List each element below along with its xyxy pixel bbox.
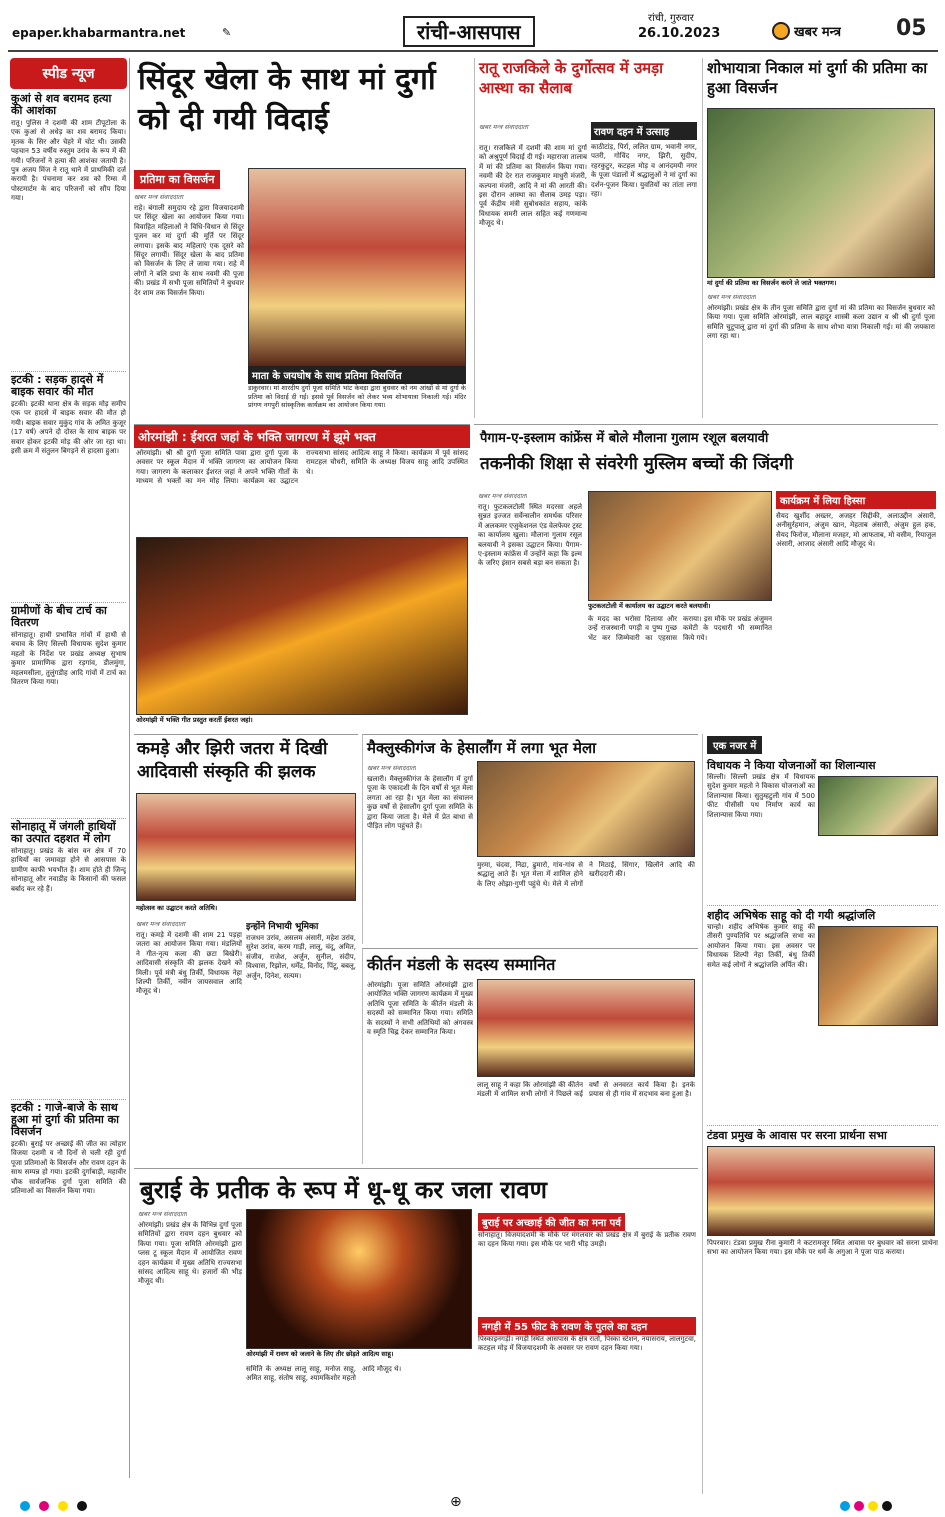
kamde-box [246, 919, 356, 1163]
ravan-byline: खबर मन्त्र संवाददाता [138, 1210, 188, 1218]
ratu-byline: खबर मन्त्र संवाददाता [479, 123, 529, 131]
ek-nazar-tag: एक नजर में [707, 736, 762, 754]
kamde-box-body: राजधन उरांव, असलम अंसारी, महेश उरांव, सुरेश उरांव, करम गाड़ी, लालू, चंदू, अमित, संजीव, राजेश, अर्जुन, सुनील, संदीप, विश्वास, रिझोल, धर्मेंद्र, विनोद, पिंटू, बबलू, अर्जुन, दिनेश, सत्यम। [246, 934, 356, 980]
site-url[interactable]: epaper.khabarmantra.net [12, 26, 186, 40]
registration-dots-right [840, 1496, 896, 1512]
header-city-day: रांची, गुरुवार [648, 13, 694, 24]
kirtan-body: ओरमांझी। पूजा समिति ओरमांझी द्वारा आयोजित भक्ति जागरण कार्यक्रम में मुख्य अतिथि पूजा समिति के कीर्तन मंडली के सदस्यों को सम्मानित किया गया। समिति के सदस्यों ने सभी अतिथियों को अंगवस्त्र व स्मृति चिह्न देकर सम्मानित किया। [367, 981, 473, 1037]
paigam-photo[interactable] [588, 491, 772, 601]
brand-name: खबर मन्त्र [794, 25, 842, 40]
kirtan-photo[interactable] [477, 979, 695, 1077]
ravan-headline: बुराई के प्रतीक के रूप में धू-धू कर जला रावण [140, 1176, 547, 1204]
registration-dot [39, 1501, 49, 1511]
kamde-photo[interactable] [136, 793, 356, 901]
speed-item-title: कुआं से शव बरामद हत्या की आशंका [11, 92, 112, 117]
cursor-icon: ✎ [222, 26, 232, 39]
ravan-sub-title: बुराई पर अच्छाई की जीत का मना पर्व [478, 1213, 625, 1231]
right-column [702, 734, 938, 1494]
shobha-headline: शोभायात्रा निकाल मां दुर्गा की प्रतिमा का हुआ विसर्जन [707, 59, 928, 97]
mela-col2: मुरमा, चंदवा, निद्रा, ढुमारो, गांव-गांव से श्रद्धालु आते हैं। भूत मेला में शामिल होने के लिए ओझा-गुणी पहुंचे थे। मेले में लोगों ने मिठाई, सिंगार, खिलौने आदि की खरीददारी की। [477, 861, 695, 888]
lead-sub-body: डाकुरवार। मां शारदीय दुर्गा पूजा समिति भांट केवड़ा द्वारा बुधवार को नम आंखों से मां दुर्गा के प्रतिमा को विदाई दी गई। इससे पूर्व विसर्जन को लेकर भव्य शोभायात्रा निकाली गई। मंदिर प्रांगण नगपुरी सांस्कृतिक कार्यक्रम का आयोजन किया गया। [248, 384, 466, 409]
speed-item-body: इटकी। इटकी थाना क्षेत्र के सड़क मोड़ समीप एक पर हादसे में बाइक सवार की मौत हो गयी। बाइक सवार मुकुंद गांव के अमित कुजूर (17 वर्ष) अपने दो दोस्त के साथ बाइक पर सवार होकर इटकी मोड़ की ओर जा रहा था। इसी क्रम में संतुलन बिगड़ने से हादसा हुआ। [11, 400, 126, 456]
ravan-col2: समिति के अध्यक्ष लालू साहू, मनोज साहू, अमित साहू, संतोष साहू, श्यामकिशोर महतो आदि मौजूद थे। [246, 1365, 402, 1383]
speed-item-body: रातू। पुलिस ने दशमी की शाम टीपूटोला के एक कुआं से अधेड़ का शव बरामद किया। मृतक के सिर और चेहरे में चोट थी। उसकी पहचान 53 वर्षीय रुस्तुम उरांव के रूप में की गयी। परिजनों ने हत्या की आशंका जतायी है। पुत्र अजय मिंज ने रातू थाने में प्राथमिकी दर्ज करायी है। पंचनामा कर शव को रिम्स में पोस्टमार्टम के बाद परिजनों को सौंप दिया गया। [11, 119, 126, 203]
mela-body: खलारी। मैक्लुस्कीगंज के हेसालौंग में दुर्गा पूजा के एकादशी के दिन वर्षों से भूत मेला लगता आ रहा है। भूत मेला का संचालन कुछ वर्षों से हेसालौंग दुर्गा पूजा समिति के द्वारा किया जाता है। मेले में प्रेत बाधा से पीड़ित लोग पहुंचते हैं। [367, 775, 473, 831]
shobha-byline: खबर मन्त्र संवाददाता [707, 293, 757, 301]
footer-registration-bar [20, 1496, 925, 1512]
registration-dot [58, 1501, 68, 1511]
kamde-story[interactable] [134, 734, 358, 1164]
ravan-sub2-title: नगड़ी में 55 फीट के रावण के पुतले का दहन [478, 1317, 696, 1335]
mela-headline: मैक्लुस्कीगंज के हेसालौंग में लगा भूत मेला [367, 739, 597, 757]
page-number: 05 [896, 16, 927, 41]
speed-item-title: इटकी : गाजे-बाजे के साथ हुआ मां दुर्गा की प्रतिमा का विसर्जन [11, 1101, 119, 1138]
lead-headline: सिंदूर खेला के साथ मां दुर्गा को दी गयी विदाई [138, 62, 436, 137]
right-item-body: चान्हो। शहीद अभिषेक कुमार साहू की तीसरी पुण्यतिथि पर श्रद्धांजलि सभा का आयोजन किया गया। इस अवसर पर विधायक शिल्पी नेहा तिर्की, बंधु तिर्की समेत कई लोगों ने श्रद्धांजलि अर्पित की। [707, 923, 815, 969]
mela-photo[interactable] [477, 761, 695, 857]
right-item-photo[interactable] [818, 926, 938, 1026]
ravan-box-title: रावण दहन में उत्साह [591, 122, 697, 140]
lead-body: राहे। बंगाली समुदाय रहे द्वारा विजयादशमी पर सिंदूर खेला का आयोजन किया गया। विवाहित महिलाओं ने विधि-विधान से सिंदूर पूजन कर मां दुर्गा की मूर्ति पर सिंदूर लगाया। इसके बाद महिलाएं एक दूसरे को सिंदूर लगायीं। सिंदूर खेला के बाद प्रतिमा को विसर्जन के लिए ले जाया गया। राहे में लोगों ने बलि प्रथा के साथ नवमी की पूजा की। प्रखंड में सभी पूजा समितियों ने बुधवार देर शाम तक विसर्जन किया। [134, 204, 244, 297]
kirtan-story[interactable] [362, 948, 698, 1164]
speed-item-body: सोनाहातू। हाथी प्रभावित गांवों में हाथी से बचाव के लिए सिल्ली विधायक सुदेश कुमार महतो के निर्देश पर प्रखंड अध्यक्ष सुभाष कुमार प्रामाणिक द्वारा रड़गांव, डीलमुंगा, महलमसीला, तुलुंगडीह आदि गांवों में टार्च का वितरण किया गया। [11, 631, 126, 687]
shobha-body: ओरमांझी। प्रखंड क्षेत्र के तीन पूजा समिति द्वारा दुर्गा मां की प्रतिमा का विसर्जन बुधवार को किया गया। पूजा समिति ओरमांझी, लाल बहादुर शास्त्री कला उद्यान व श्री श्री दुर्गा पूजा समिति चुटूपालू द्वारा मां दुर्गा की प्रतिमा के साथ शोभा यात्रा निकाली गई। मां की जयकारा लगा रहा था। [707, 304, 935, 341]
paigam-byline: खबर मन्त्र संवाददाता [478, 492, 528, 500]
right-item-body: पिपरवार। टंडवा प्रमुख रीना कुमारी ने कटरामजूर स्थित आवास पर बुधवार को सरना प्रार्थना सभा का आयोजन किया गया। इस मौके पर धर्म के अगुआ ने पूजा पाठ कराया। [707, 1239, 938, 1257]
paigam-kicker: पैगाम-ए-इस्लाम कांफ्रेंस में बोले मौलाना गुलाम रशूल बलयावी [480, 431, 769, 446]
lead-story[interactable] [134, 58, 470, 418]
kirtan-col2: लालू साहू ने कहा कि ओरमांझी की कीर्तन मंडली में शामिल सभी लोगों ने पिछले कई वर्षों से अनवरत कार्य किया है। इनके प्रयास से ही गांव में सदभाव बना हुआ है। [477, 1081, 695, 1099]
ratu-story[interactable] [474, 58, 698, 418]
right-item-photo[interactable] [818, 776, 938, 836]
lead-byline: खबर मन्त्र संवाददाता [134, 193, 184, 201]
lead-photo-caption: माता के जयघोष के साथ प्रतिमा विसर्जित [248, 366, 466, 384]
paigam-story[interactable] [474, 424, 938, 728]
speed-news-column [8, 58, 130, 1478]
paigam-box-body: सैयद खुर्शीद अख्तर, अजहर सिद्दीकी, अलाउद्दीन अंसारी, अनीसुर्रहमान, अंजुम खान, मेहताब अंसारी, अंजुम हुल हक, सैयद फिरोज, मौलाना मजहर, मो आफताब, मो वसीम, रियाजुल अंसारी, आजाद अंसारी आदि मौजूद थे। [776, 512, 936, 549]
ravan-story[interactable] [134, 1168, 698, 1490]
right-item-title: विधायक ने किया योजनाओं का शिलान्यास [707, 759, 876, 772]
ravan-body: ओरमांझी। प्रखंड क्षेत्र के विभिन्न दुर्गा पूजा समितियों द्वारा रावण दहन बुधवार को किया गया। पूजा समिति ओरमांझी द्वारा प्लस टू स्कूल मैदान में आयोजित रावण दहन कार्यक्रम में मुख्य अतिथि राज्यसभा सांसद आदित्य साहू थे। हजारों की भीड़ मौजूद थी। [138, 1221, 242, 1286]
ravan-box-body: काठीटांड़, पिर्रा, ललित ग्राम, भवानी नगर, पतरी, गोविंद नगर, झिरी, सुदीप, रहरकुटुर, कटहल मोड़ व आनंदमयी नगर के पूजा पंडालों में श्रद्धालुओं ने मां दुर्गा का दर्शन-पूजन किया। युवतियों का तांता लगा रहा। [591, 143, 697, 199]
page-header [8, 6, 938, 52]
right-item-photo[interactable] [707, 1146, 935, 1236]
registration-dot [77, 1501, 87, 1511]
jagran-story[interactable] [134, 424, 470, 728]
ravan-sub2-body: पिस्काइनगड़ी। नगड़ी स्थित आसपास के क्षेत्र रातो, पिस्का स्टेशन, नयासराय, लालगुटवा, कटहल मोड़ में विजयादशमी के अवसर पर रावण दहन किया गया। [478, 1335, 696, 1353]
right-item-title: टंडवा प्रमुख के आवास पर सरना प्रार्थना सभा [707, 1129, 887, 1142]
jagran-body: ओरमांझी। श्री श्री दुर्गा पूजा समिति पावा द्वारा दुर्गा पूजा के अवसर पर स्कूल मैदान में भक्ति जागरण का आयोजन किया गया। जागरण के कलाकार ईशरत जहां ने अपने भक्ति गीतों के माध्यम से भक्तों का मन मोह लिया। कार्यक्रम का उद्घाटन राज्यसभा सांसद आदित्य साहू ने किया। कार्यक्रम में पूर्व सांसद रामटहल चौधरी, समिति के अध्यक्ष विजय साहू आदि उपस्थित थे। [136, 449, 468, 486]
jagran-photo-caption: ओरमांझी में भक्ति गीत प्रस्तुत करतीं ईशरत जहां। [136, 716, 253, 724]
mela-story[interactable] [362, 734, 698, 944]
lead-text [134, 192, 244, 362]
brand-logo-icon [772, 22, 790, 40]
ravan-photo[interactable] [246, 1209, 472, 1349]
right-item-title: शहीद अभिषेक साहू को दी गयी श्रद्धांजलि [707, 909, 876, 922]
ravan-dahan-box [591, 122, 697, 412]
ratu-headline: रातू राजकिले के दुर्गोत्सव में उमड़ा आस्था का सैलाब [479, 59, 664, 97]
lead-photo[interactable] [248, 168, 466, 366]
jagran-headline: ओरमांझी : ईशरत जहां के भक्ति जागरण में झूमे भक्त [134, 425, 470, 448]
ravan-sub-body: सोनाहातू। विजयादशमी के मौके पर मंगलवार को प्रखंड क्षेत्र में बुराई के प्रतीक रावण का दहन किया गया। इस मौके पर भारी भीड़ उमड़ी। [478, 1231, 696, 1249]
paigam-headline: तकनीकी शिक्षा से संवरेगी मुस्लिम बच्चों की जिंदगी [480, 454, 794, 474]
paigam-box-title: कार्यक्रम में लिया हिस्सा [776, 491, 936, 509]
kamde-text [136, 919, 242, 1163]
kamde-body: रातू। कमड़े में दशमी की शाम 21 पड़हा जतरा का आयोजन किया गया। मंडलियों ने गीत-नृत्य कला की छटा बिखेरी। आदिवासी संस्कृति की झलक देखने को मिली। पूर्व मंत्री बंधु तिर्की, विधायक नेहा शिल्पी तिर्की, नवीन जायसवाल आदि मौजूद थे। [136, 931, 242, 996]
kamde-headline: कमड़े और झिरी जतरा में दिखी आदिवासी संस्कृति की झलक [137, 739, 328, 782]
registration-dot [20, 1501, 30, 1511]
paigam-col2: के मदद का भरोसा दिलाया और उन्हें राजस्थानी पगड़ी व पुष्प गुच्छ भेंट कर जिम्मेवारी का एहसास कराया। इस मौके पर प्रखंड अंजुमन कमेटी के पदधारी भी सम्मानित किये गये। [588, 615, 772, 642]
header-date: 26.10.2023 [638, 26, 721, 41]
speed-item [8, 93, 129, 1360]
jagran-photo[interactable] [136, 537, 468, 715]
speed-news-badge: स्पीड न्यूज [10, 58, 127, 89]
right-item-body: सिल्ली। सिल्ली प्रखंड क्षेत्र में विधायक सुदेश कुमार महतो ने विकास योजनाओं का शिलान्यास किया। सुतुम्हटुली गांव में 500 फीट पीसीसी पथ निर्माण कार्य का शिलान्यास किया गया। [707, 773, 815, 819]
ratu-body: रातू। राजकिले में दशमी की शाम मां दुर्गा को अश्रुपूर्ण विदाई दी गई। महाराजा तालाब में मां की प्रतिमा का विसर्जन किया गया। नवमी की देर रात राजकुमार माधुरी मंजरी, कल्पना मंजरी, आदि ने मां की आरती की। इस दौरान आस्था का सैलाब उमड़ पड़ा। पूर्व केंद्रीय मंत्री सुबोधकांत सहाय, कांके विधायक समरी लाल सहित कई गणमान्य मौजूद थे। [479, 144, 587, 228]
speed-item-title: ग्रामीणों के बीच टार्च का वितरण [11, 604, 107, 629]
paigam-photo-caption: फुटकलटोली में कार्यालय का उद्घाटन करते बलयावी। [588, 602, 711, 610]
mela-byline: खबर मन्त्र संवाददाता [367, 764, 417, 772]
kirtan-headline: कीर्तन मंडली के सदस्य सम्मानित [367, 955, 556, 974]
speed-item-title: सोनाहातू में जंगली हाथियों का उत्पात दहशत में लोग [11, 820, 116, 845]
section-title: रांची-आसपास [403, 16, 535, 47]
kamde-byline: खबर मन्त्र संवाददाता [136, 920, 186, 928]
speed-item-title: इटकी : सड़क हादसे में बाइक सवार की मौत [11, 373, 104, 398]
paigam-body: रातू। फुटकलटोली स्थित मदरसा अहले सुन्नत इज्जत सर्वेन्सलीन समर्थक परिसर में अलकमर एजुकेशनल एंड वेलफेयर ट्रस्ट का कार्यालय खुला। मौलाना गुलाम रसूल बलयावी ने इसका उद्घाटन किया। पैगाम-ए-इस्लाम कांफ्रेंस में उन्होंने कहा कि इल्म के जरिए इंसान सबसे बड़ा बन सकता है। [478, 503, 582, 568]
lead-label: प्रतिमा का विसर्जन [134, 170, 220, 189]
kamde-photo-caption: महोत्सव का उद्घाटन करते अतिथि। [136, 904, 218, 912]
ravan-photo-caption: ओरमांझी में रावण को जलाने के लिए तीर छोड़ते आदित्य साहू। [246, 1350, 394, 1358]
paigam-box [776, 491, 936, 727]
registration-mark-icon: ⊕ [450, 1496, 462, 1510]
kamde-box-title: इन्होंने निभायी भूमिका [246, 922, 319, 932]
shobha-photo[interactable] [707, 108, 935, 278]
shobha-photo-caption: मां दुर्गा की प्रतिमा का विसर्जन करने ले जाते भक्तगण। [707, 279, 837, 287]
speed-item-body: इटकी। बुराई पर अच्छाई की जीत का त्योहार विजया दशमी व नौ दिनों से चली रही दुर्गा पूजा प्रतिमाओं के विसर्जन और रावण दहन के साथ सम्पन्न हो गया। इटकी दुर्गाबाड़ी, महावीर चौक सार्वजनिक दुर्गा पूजा समिति की प्रतिमाओं का विसर्जन किया गया। [11, 1140, 126, 1196]
shobha-story[interactable] [702, 58, 938, 418]
speed-item-body: सोनाहातू। प्रखंड के बांस वन क्षेत्र में 70 हाथियों का जमावड़ा होने से आसपास के ग्रामीण काफी भयभीत हैं। शाम होते ही जिन्दू सोनाहातू और नवाडीह के किसानों की फसल बर्बाद कर रहे हैं। [11, 847, 126, 893]
